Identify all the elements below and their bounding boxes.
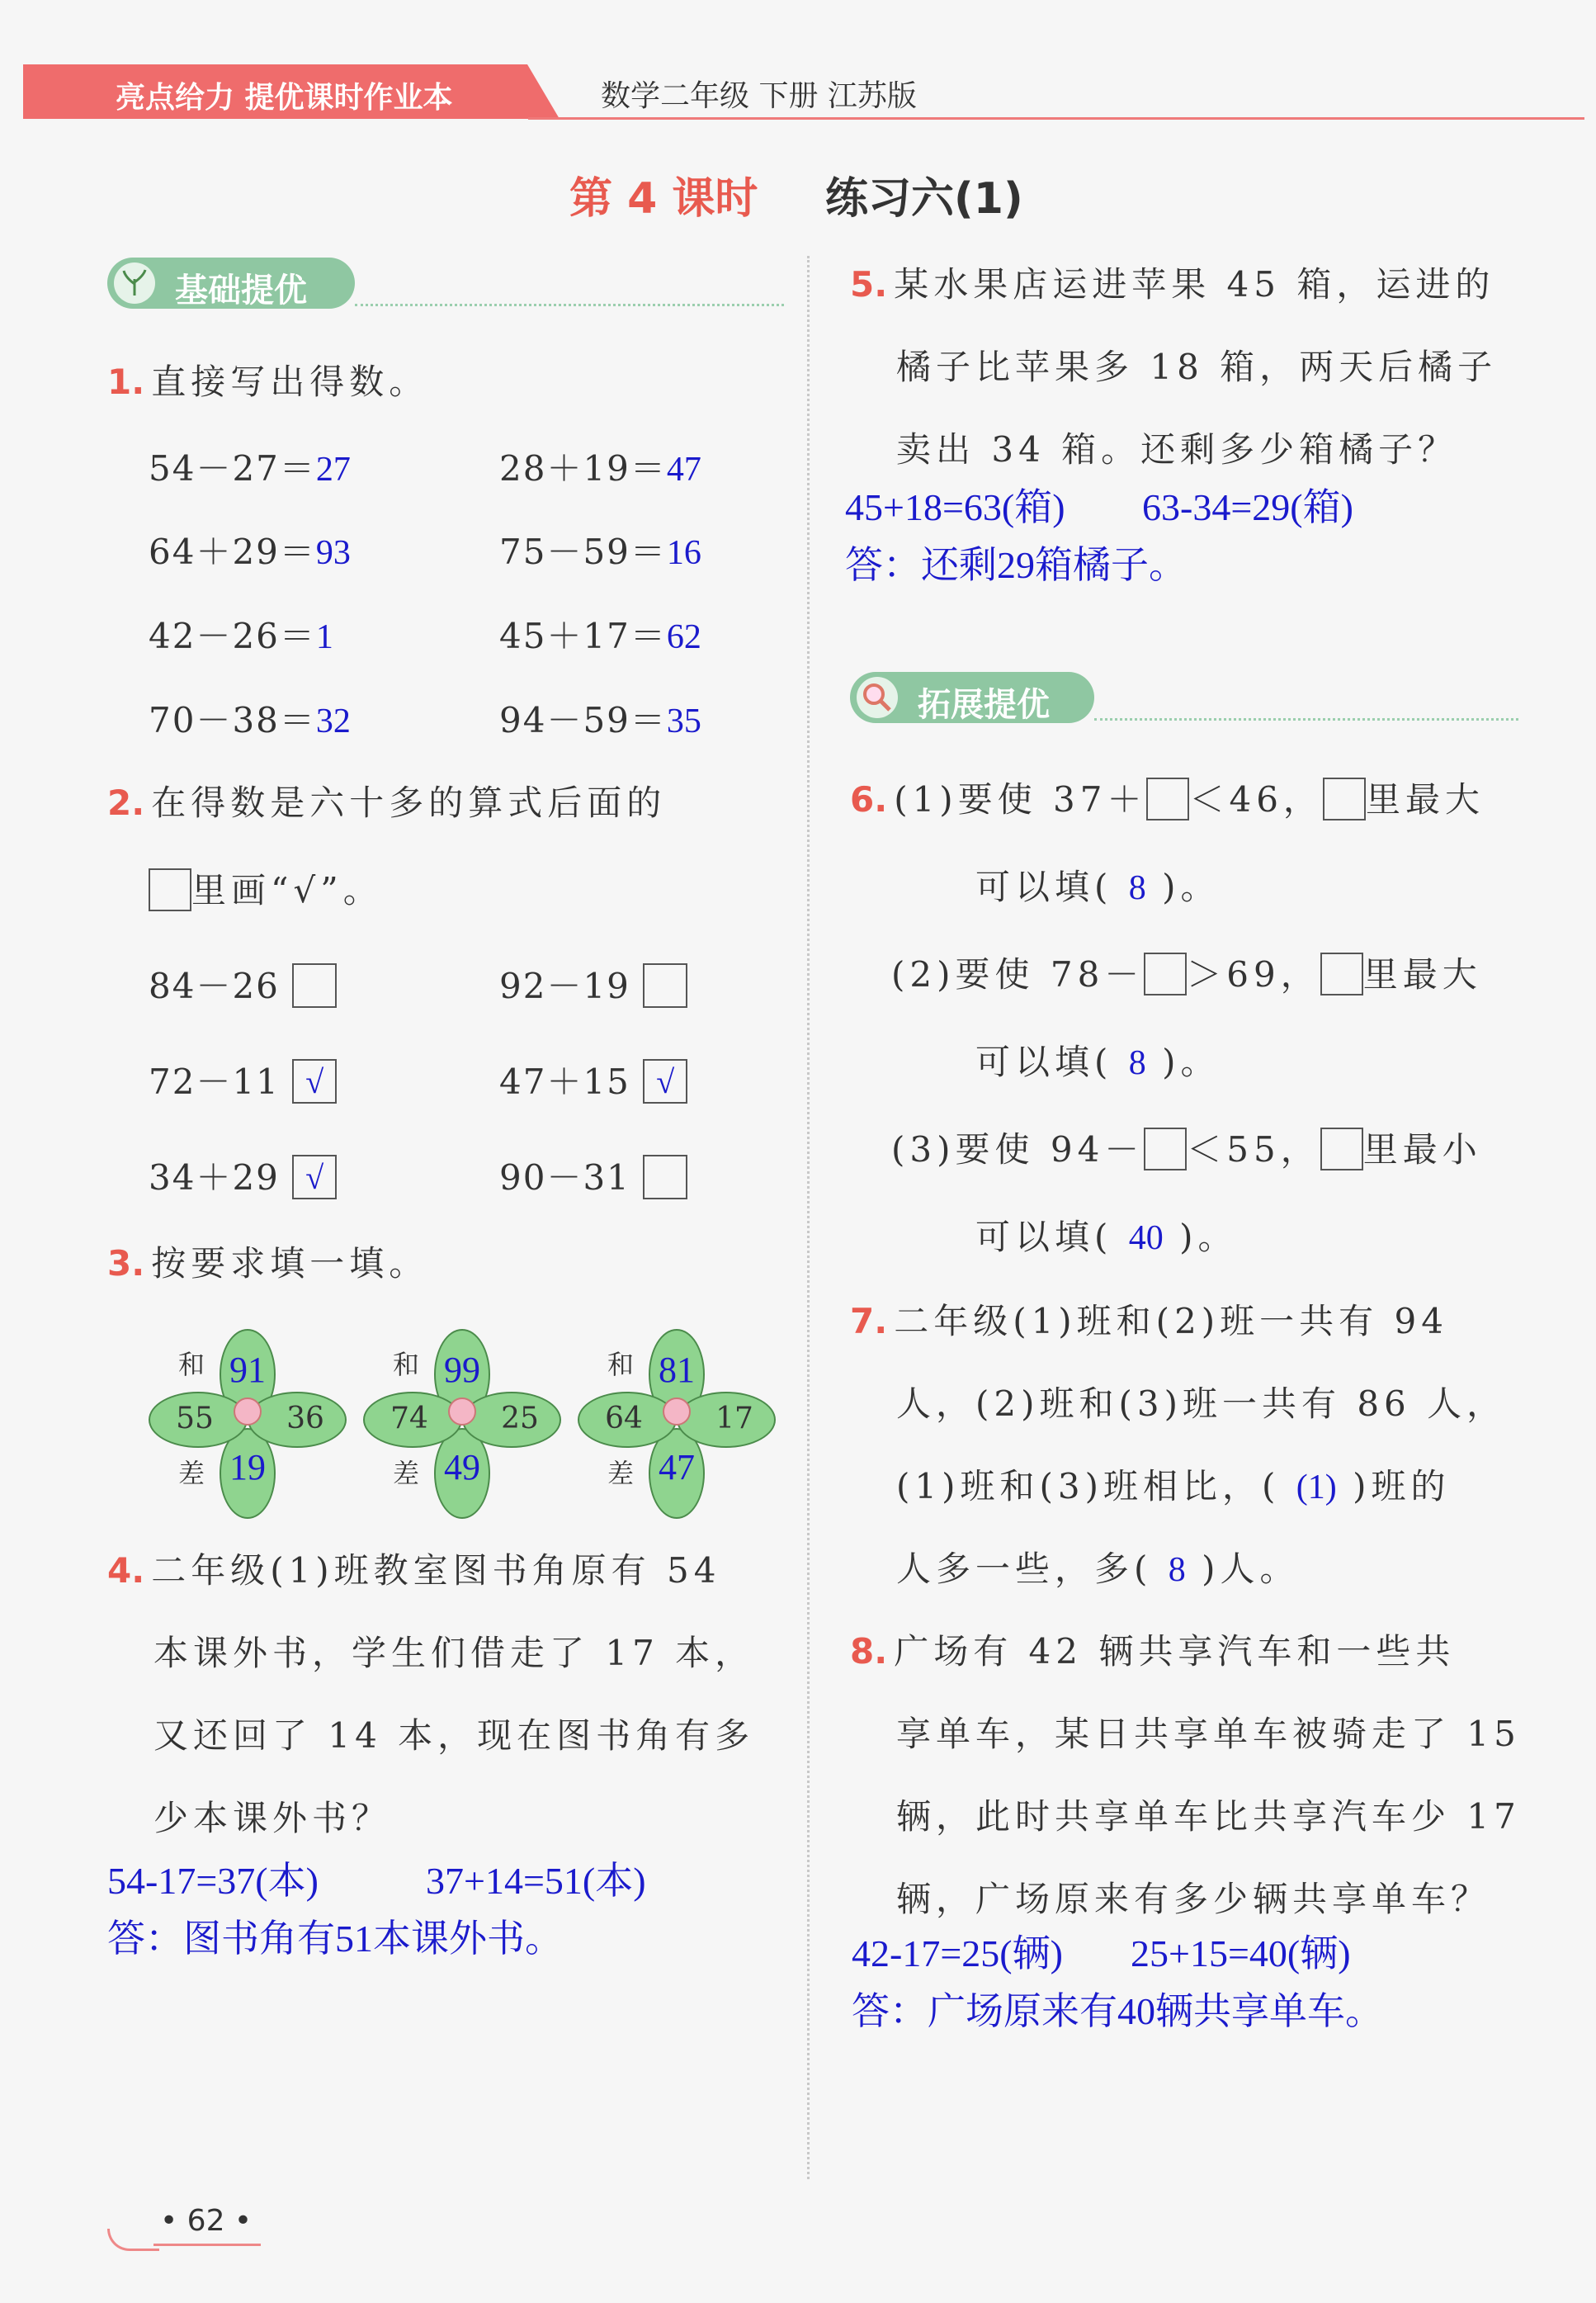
q8-calc2: 25+15=40(辆): [1131, 1932, 1351, 1974]
q2-prompt: [107, 776, 666, 825]
check-box[interactable]: [292, 963, 337, 1008]
section-dots: [1094, 718, 1518, 721]
blank-box: [1320, 1128, 1363, 1170]
q7-line: 人，(2)班和(3)班一共有 86 人，: [896, 1383, 1507, 1424]
q5-line: 橘子比苹果多 18 箱，两天后橘子: [896, 347, 1498, 387]
flower-right: 17: [715, 1402, 753, 1435]
q1-number: 1.: [107, 362, 145, 402]
page-ornament-line: [153, 2244, 261, 2246]
brand-title: 亮点给力 提优课时作业本: [116, 81, 453, 115]
flower-diagram: 和 差 99 74 25 49: [363, 1329, 561, 1494]
flower-sum: 81: [659, 1350, 695, 1390]
header-line: [528, 117, 1584, 120]
q4-line: 少本课外书？: [153, 1798, 392, 1838]
q2-text: 在得数是六十多的算式后面的: [151, 783, 667, 823]
q7-line: 人多一些，多( 8 )人。: [896, 1549, 1300, 1589]
q1-item: 28＋19＝47: [499, 448, 701, 489]
magnifier-icon: [857, 677, 898, 718]
section-extend-label: 拓展提优: [918, 686, 1050, 724]
flower-center: [448, 1397, 476, 1426]
q8-line: 辆，此时共享单车比共享汽车少 17: [896, 1796, 1521, 1837]
q6-answer[interactable]: 8: [1128, 1044, 1146, 1082]
q8-line: 辆，广场原来有多少辆共享单车？: [896, 1879, 1491, 1919]
flower-right: 25: [501, 1402, 539, 1435]
blank-box: [1323, 778, 1366, 820]
check-box[interactable]: √: [292, 1059, 337, 1104]
flower-sum: 99: [444, 1350, 480, 1390]
blank-box[interactable]: [1144, 1128, 1187, 1170]
flower-sum: 91: [229, 1350, 266, 1390]
q7-line: (1)班和(3)班相比，( (1) )班的: [896, 1466, 1451, 1506]
lesson-number: 第 4 课时: [569, 174, 758, 224]
flower-diff: 49: [444, 1447, 480, 1487]
q5-number: 5.: [850, 264, 888, 305]
q2-item: 90－31: [499, 1151, 687, 1203]
flower-left: 55: [176, 1402, 214, 1435]
column-divider: [807, 256, 810, 2179]
flower-left: 74: [390, 1402, 428, 1435]
q4-calc2: 37+14=51(本): [426, 1860, 646, 1902]
plant-icon: [114, 262, 155, 304]
q1-item: 70－38＝32: [149, 700, 351, 740]
q8-prompt: 8. 广场有 42 辆共享汽车和一些共: [850, 1631, 1456, 1672]
q3-text: 按要求填一填。: [151, 1243, 429, 1284]
q8-calc1: 42-17=25(辆): [852, 1932, 1063, 1974]
q1-item: 75－59＝16: [499, 532, 701, 572]
q1-prompt: [107, 355, 428, 404]
q4-answer: 答：图书角有51本课外书。: [107, 1918, 563, 1960]
q8-line: 享单车，某日共享单车被骑走了 15: [896, 1714, 1521, 1754]
section-basic-label: 基础提优: [175, 272, 307, 310]
q6-part3: (3)要使 94－ ＜55， 里最小: [891, 1129, 1482, 1170]
section-dots: [355, 304, 784, 306]
q5-answer: 答：还剩29箱橘子。: [845, 544, 1187, 586]
example-box: [149, 868, 191, 911]
q4-prompt: 4. 二年级(1)班教室图书角原有 54: [107, 1550, 721, 1591]
q1-item: 94－59＝35: [499, 700, 701, 740]
q2-number: 2.: [107, 783, 145, 823]
section-extend-header: [850, 672, 1518, 723]
q4-line: 本课外书，学生们借走了 17 本，: [153, 1633, 755, 1673]
subject-title: 数学二年级 下册 江苏版: [601, 79, 917, 113]
q3-number: 3.: [107, 1243, 145, 1284]
q4-calc1: 54-17=37(本): [107, 1860, 319, 1902]
blank-box: [1320, 953, 1363, 995]
q5-line: 卖出 34 箱。还剩多少箱橘子？: [896, 429, 1458, 470]
flower-diff: 47: [659, 1447, 695, 1487]
q2-item: 34＋29 √: [149, 1151, 337, 1203]
q7-prompt: 7. 二年级(1)班和(2)班一共有 94: [850, 1301, 1448, 1341]
q6-answer[interactable]: 8: [1128, 869, 1146, 907]
page-ornament: [107, 2229, 159, 2251]
section-basic-header: [107, 258, 784, 309]
check-box[interactable]: √: [643, 1059, 687, 1104]
q2-item: 84－26: [149, 959, 337, 1011]
blank-box[interactable]: [1146, 778, 1189, 820]
q6-fill: 可以填( 8 )。: [975, 867, 1221, 907]
q4-line: 又还回了 14 本，现在图书角有多: [153, 1715, 755, 1756]
check-box[interactable]: [643, 1155, 687, 1199]
q6-fill: 可以填( 8 )。: [975, 1042, 1221, 1082]
q8-answer: 答：广场原来有40辆共享单车。: [852, 1990, 1383, 2032]
q3-prompt: [107, 1237, 428, 1286]
blank-box[interactable]: [1144, 953, 1187, 995]
q1-item: 54－27＝27: [149, 448, 351, 489]
flower-right: 36: [286, 1402, 324, 1435]
flower-diagram: 和 差 91 55 36 19: [149, 1329, 347, 1494]
q5-calc1: 45+18=63(箱): [845, 486, 1065, 528]
q6-answer[interactable]: 40: [1128, 1219, 1164, 1257]
q1-item: 64＋29＝93: [149, 532, 351, 572]
q7-answer[interactable]: 8: [1168, 1551, 1186, 1589]
q7-answer[interactable]: (1): [1296, 1468, 1337, 1506]
check-box[interactable]: √: [292, 1155, 337, 1199]
q6-number: 6.: [850, 779, 888, 820]
flower-center: [234, 1397, 262, 1426]
lesson-title: 练习六(1): [825, 174, 1023, 224]
q6-fill: 可以填( 40 )。: [975, 1217, 1238, 1257]
flower-diagram: 和 差 81 64 17 47: [578, 1329, 776, 1494]
q6-part2: (2)要使 78－ ＞69， 里最大: [891, 954, 1482, 995]
q2-item: 72－11 √: [149, 1055, 337, 1107]
check-box[interactable]: [643, 963, 687, 1008]
q7-number: 7.: [850, 1301, 888, 1341]
q2-item: 92－19: [499, 959, 687, 1011]
q1-text: 直接写出得数。: [151, 362, 429, 402]
q6-part1: 6. (1)要使 37＋ ＜46， 里最大: [850, 779, 1485, 820]
q8-number: 8.: [850, 1631, 888, 1672]
flower-diff: 19: [229, 1447, 266, 1487]
q4-number: 4.: [107, 1550, 145, 1591]
q5-calc2: 63-34=29(箱): [1142, 486, 1353, 528]
flower-center: [663, 1397, 691, 1426]
q2-prompt-line2: 里画“√”。: [149, 863, 383, 915]
page-number: • 62 •: [160, 2204, 253, 2238]
q1-item: 45＋17＝62: [499, 616, 701, 656]
q5-prompt: 5. 某水果店运进苹果 45 箱，运进的: [850, 264, 1495, 305]
flower-left: 64: [605, 1402, 643, 1435]
q2-item: 47＋15 √: [499, 1055, 687, 1107]
q1-item: 42－26＝1: [149, 616, 333, 656]
